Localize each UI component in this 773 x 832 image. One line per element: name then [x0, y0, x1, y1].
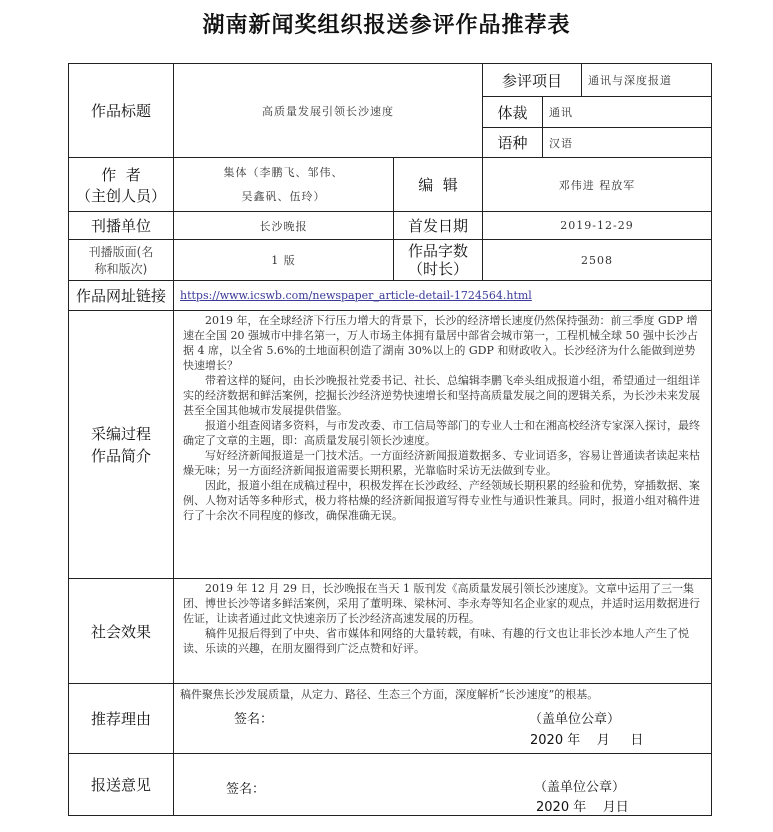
- value-work-title: 高质量发展引领长沙速度: [173, 63, 483, 158]
- label-word-count: [393, 239, 483, 281]
- url-cell: [173, 280, 712, 311]
- label-genre: 体裁: [482, 96, 543, 128]
- label-first-date: 首发日期: [393, 211, 483, 240]
- label-author: [68, 157, 174, 212]
- process-paragraph: 2019 年，在全球经济下行压力增大的背景下，长沙的经济增长速度仍然保持强劲：前三季度 GDP 增速在全国 20 强城市中排名第一，万人市场主体拥有量居中部省会城市第一，工程机械全球 50 强中长沙占据 4 席，以全省 5.6%的土地面积创造了湖南 30%以上的 GDP 和财政收入。长沙经济为什么能做到逆势快速增长？: [183, 314, 698, 372]
- reason-sign-label: 签名：: [234, 712, 274, 727]
- value-layout: 1 版: [173, 239, 394, 281]
- value-word-count: 2508: [482, 239, 712, 281]
- label-process-line1: 采编过程: [90, 424, 151, 443]
- label-author-line2: （主创人员）: [75, 186, 166, 205]
- value-category: 通讯与深度报道: [581, 63, 712, 97]
- process-paragraph: 因此，报道小组在成稿过程中，积极发挥在长沙政经、产经领域长期积累的经验和优势，穿插数据、案例、人物对话等多种形式，极力将枯燥的经济新闻报道写得专业性与通识性兼具。同时，报道小组对稿件进行了十余次不同程度的修改，确保准确无误。: [183, 479, 700, 522]
- opinion-cell: [173, 753, 712, 816]
- value-author: [173, 157, 394, 212]
- label-publisher: 刊播单位: [68, 211, 174, 240]
- value-publisher: 长沙晚报: [173, 211, 394, 240]
- label-process: [68, 310, 174, 579]
- label-reason: 推荐理由: [68, 683, 174, 754]
- label-author-line1: 作 者: [101, 165, 141, 184]
- process-paragraph: 写好经济新闻报道是一门技术活。一方面经济新闻报道数据多、专业词语多，容易让普通读者读起来枯燥无味；另一方面经济新闻报道需要长期积累，光靠临时采访无法做到专业。: [183, 449, 700, 477]
- article-link[interactable]: https://www.icswb.com/newspaper_article-detail-1724564.html: [180, 289, 532, 302]
- label-layout-line2: 称和版次): [94, 262, 148, 276]
- label-category: 参评项目: [482, 63, 582, 97]
- label-url: 作品网址链接: [68, 280, 174, 311]
- value-author-line1: 集体（李鹏飞、邹伟、: [223, 165, 344, 179]
- process-paragraph: 带着这样的疑问，由长沙晚报社党委书记、社长、总编辑李鹏飞牵头组成报道小组，希望通过一组组详实的经济数据和鲜活案例，挖掘长沙经济逆势快速增长和坚持高质量发展之间的逻辑关系，为长沙未来发展甚至全国其他城市发展提供借鉴。: [183, 374, 700, 417]
- opinion-seal-label: （盖单位公章）: [534, 780, 626, 795]
- label-language: 语种: [482, 127, 543, 158]
- value-editor: 邓伟进 程放军: [482, 157, 712, 212]
- label-layout-line1: 刊播版面(名: [88, 245, 154, 259]
- label-opinion: 报送意见: [68, 753, 174, 816]
- effect-paragraph: 稿件见报后得到了中央、省市媒体和网络的大量转载，有味、有趣的行文也让非长沙本地人产生了悦读、乐读的兴趣，在朋友圈得到广泛点赞和好评。: [183, 627, 689, 655]
- label-work-title: 作品标题: [68, 63, 174, 158]
- label-layout: [68, 239, 174, 281]
- value-first-date: 2019-12-29: [482, 211, 712, 240]
- reason-text: 稿件聚焦长沙发展质量，从定力、路径、生态三个方面，深度解析“长沙速度”的根基。: [180, 688, 599, 701]
- label-word-count-line2: （时长）: [407, 260, 468, 278]
- process-paragraph: 报道小组查阅诸多资料，与市发改委、市工信局等部门的专业人士和在湘高校经济专家深入探讨，最终确定了文章的主题，即：高质量发展引领长沙速度。: [183, 419, 700, 447]
- effect-paragraph: 2019 年 12 月 29 日，长沙晚报在当天 1 版刊发《高质量发展引领长沙速度》。文章中运用了三一集团、博世长沙等诸多鲜活案例，采用了董明珠、梁林河、李永寿等知名企业家的观点，并适时运用数据进行佐证，让读者通过此文快速亲历了长沙经济高速发展的历程。: [183, 582, 700, 625]
- opinion-sign-label: 签名：: [226, 782, 266, 797]
- opinion-date: 2020 年 月日: [536, 800, 629, 815]
- value-language: 汉语: [542, 127, 712, 158]
- process-text: [173, 310, 712, 579]
- reason-seal-label: （盖单位公章）: [529, 712, 621, 727]
- reason-date: 2020 年 月 日: [530, 733, 644, 748]
- label-word-count-line1: 作品字数: [407, 242, 468, 260]
- page-title: 湖南新闻奖组织报送参评作品推荐表: [202, 13, 571, 38]
- label-editor: 编 辑: [393, 157, 483, 212]
- value-author-line2: 吴鑫矾、伍玲）: [241, 189, 326, 203]
- label-effect: 社会效果: [68, 578, 174, 684]
- effect-text: [173, 578, 712, 684]
- label-process-line2: 作品简介: [90, 446, 151, 465]
- reason-cell: [173, 683, 712, 754]
- value-genre: 通讯: [542, 96, 712, 128]
